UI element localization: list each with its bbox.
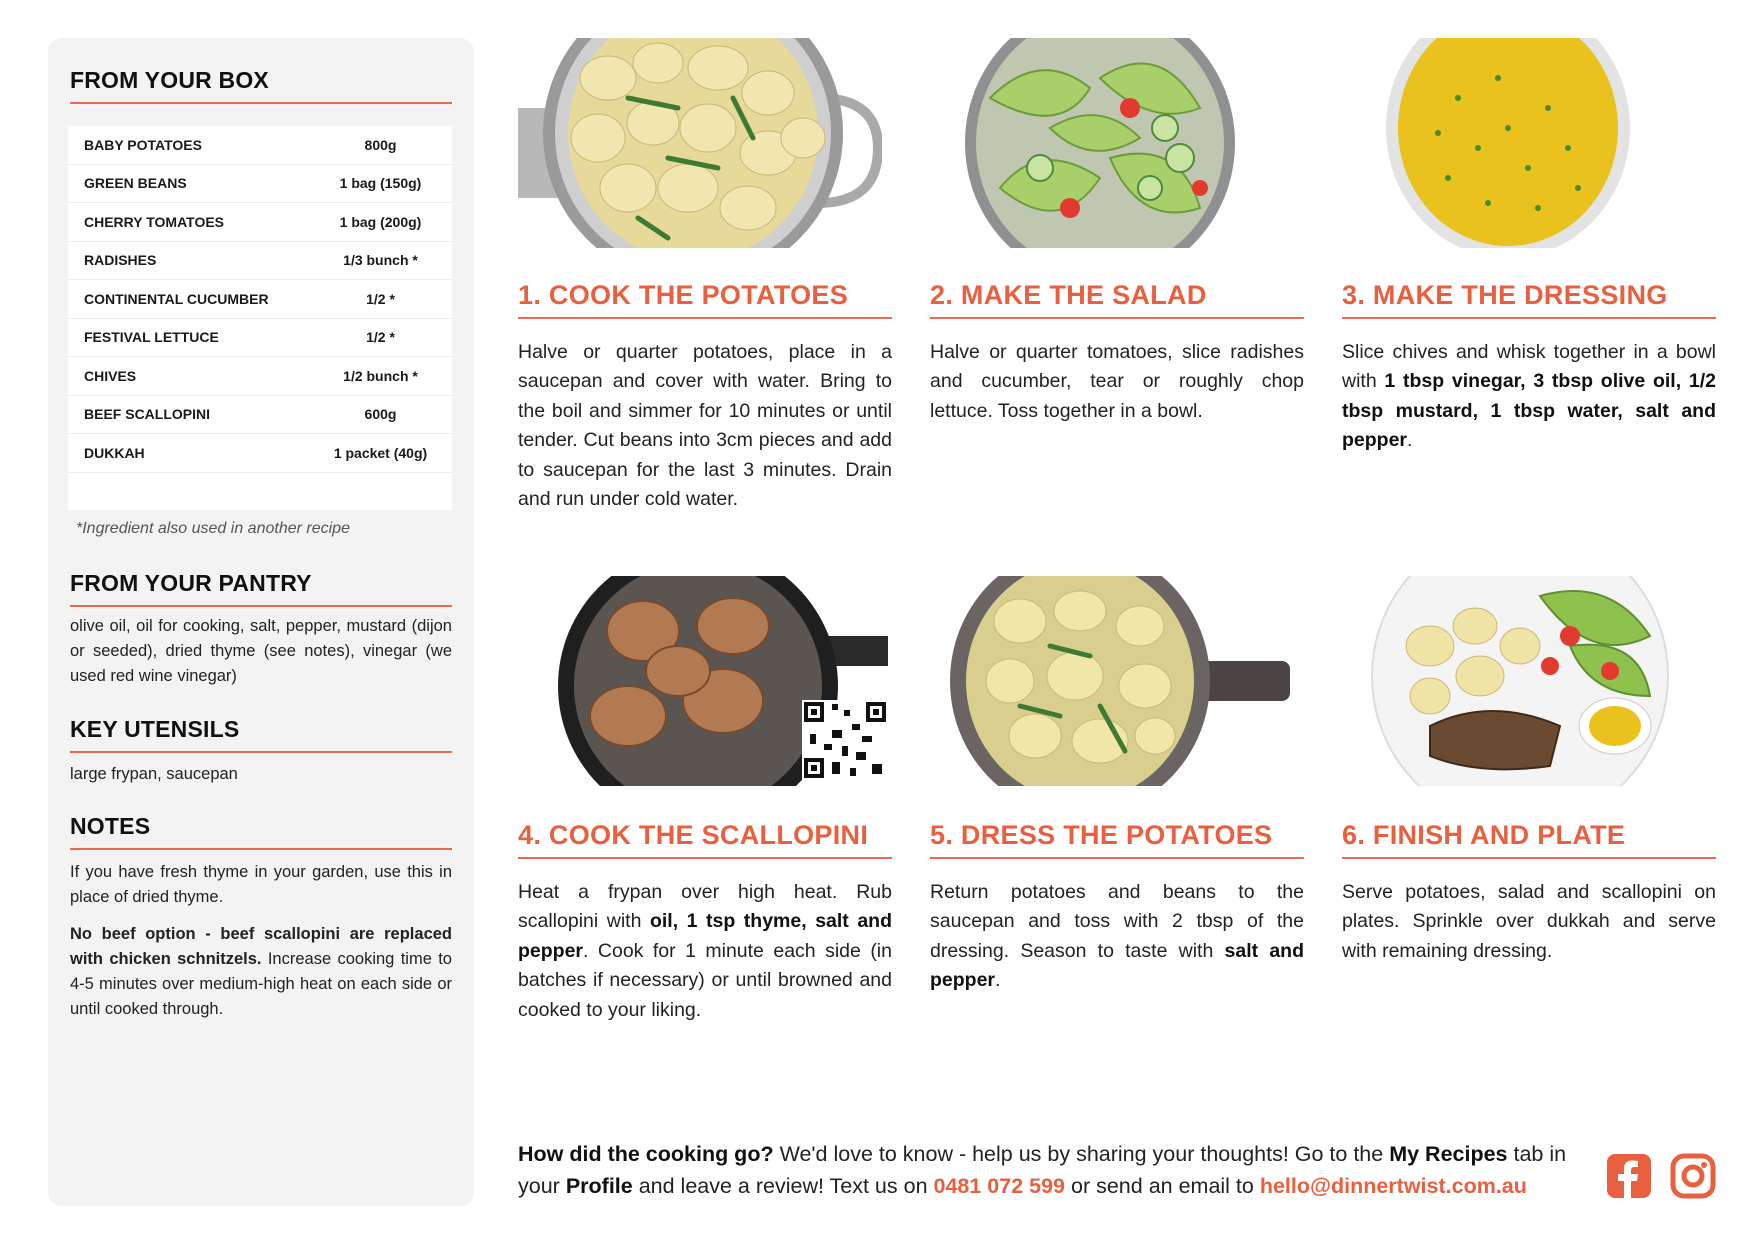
email-link[interactable]: hello@dinnertwist.com.au [1259,1173,1527,1198]
step-bold-text: 1 tbsp vinegar, 3 tbsp olive oil, 1/2 tbsp mustard, 1 tbsp water, salt and pepper [1342,370,1716,452]
step-bold-text: salt and pepper [930,939,1304,992]
ingredient-name: BEEF SCALLOPINI [84,406,211,423]
ingredient-row [68,126,452,165]
dressed-potatoes-photo [950,576,1290,786]
review-text-1: We'd love to know - help us by sharing your thoughts! Go to the [773,1142,1390,1166]
step-2-text [930,338,1304,426]
review-text-4: or send an email to [1065,1173,1260,1198]
step-text-run: Heat a frypan over high heat. Rub scallopini with [518,881,892,933]
final-plate-photo [1370,576,1700,786]
step-3-title: 3. MAKE THE DRESSING [1342,280,1716,319]
box-title: FROM YOUR BOX [70,67,452,104]
ingredient-qty: 1/2 * [366,329,395,346]
step-text-run: . [1407,429,1413,452]
step-5-title: 5. DRESS THE POTATOES [930,820,1304,859]
phone-link[interactable]: 0481 072 599 [933,1173,1066,1198]
review-question: How did the cooking go? [518,1142,774,1166]
ingredient-row [68,203,452,242]
step-4-text [518,878,892,1025]
ingredient-name: DUKKAH [84,444,145,461]
step-1-text [518,338,892,514]
salad-photo [950,38,1250,248]
ingredient-row [68,319,452,358]
step-5-text [930,878,1304,996]
ingredient-name: RADISHES [84,252,157,269]
utensils-text: large frypan, saucepan [70,765,238,783]
ingredient-name: CHIVES [84,367,137,384]
ingredient-row [68,165,452,204]
notes-option [70,922,452,1022]
ingredient-row [68,434,452,473]
step-6-text [1342,878,1716,966]
dressing-photo [1378,38,1638,248]
footnote: *Ingredient also used in another recipe [76,520,350,537]
ingredient-qty: 800g [364,136,397,153]
my-recipes-link[interactable]: My Recipes [1389,1142,1508,1166]
ingredient-row [68,396,452,435]
step-text-run: . [995,969,1001,992]
notes-rest: Increase cooking time to 4-5 minutes over medium-high heat on each side or until cooked through. [70,950,452,1018]
ingredient-row [68,280,452,319]
sidebar-panel [48,38,474,1206]
ingredient-qty: 1 packet (40g) [333,444,428,461]
step-text-run: . Cook for 1 minute each side (in batches if necessary) or until browned and cooked to your liking. [518,939,892,1021]
step-text-run: Return potatoes and beans to the saucepan and toss with 2 tbsp of the dressing. Season to taste with [930,881,1304,962]
facebook-icon[interactable] [1606,1153,1652,1199]
ingredient-qty: 1/2 * [366,290,395,307]
step-text-run: Halve or quarter potatoes, place in a saucepan and cover with water. Bring to the boil and simmer for 10 minutes or until tender. Cut beans into 3cm pieces and add to saucepan for the last 3 minutes. Drain and run under cold water. [518,341,892,511]
ingredient-qty: 1/2 bunch * [343,367,418,384]
step-6-title: 6. FINISH AND PLATE [1342,820,1716,859]
notes-text: If you have fresh thyme in your garden, use this in place of dried thyme. [70,863,452,906]
ingredient-qty: 1 bag (200g) [339,213,422,230]
ingredient-row [68,357,452,396]
pantry-text: olive oil, oil for cooking, salt, pepper, mustard (dijon or seeded), dried thyme (see notes), vinegar (we used red wine vinegar) [70,617,452,685]
step-4-title: 4. COOK THE SCALLOPINI [518,820,892,859]
qr-code[interactable] [802,700,888,780]
step-bold-text: oil, 1 tsp thyme, salt and pepper [518,910,892,962]
instagram-icon[interactable] [1670,1153,1716,1199]
ingredient-qty: 1 bag (150g) [339,175,422,192]
ingredient-qty: 1/3 bunch * [343,252,418,269]
review-text-3: and leave a review! Text us on [632,1173,934,1198]
pantry-title: FROM YOUR PANTRY [70,570,452,607]
potatoes-pot-photo [518,38,882,248]
ingredients-table [68,126,452,510]
ingredient-row [68,242,452,281]
step-text-run: Halve or quarter tomatoes, slice radishes and cucumber, tear or roughly chop lettuce. Toss together in a bowl. [930,341,1304,422]
step-3-text [1342,338,1716,456]
step-text-run: Slice chives and whisk together in a bowl with [1342,341,1716,393]
review-prompt [518,1139,1578,1202]
profile-link[interactable]: Profile [565,1173,633,1198]
review-text-2: tab in your [518,1142,1567,1198]
ingredient-name: CHERRY TOMATOES [84,213,225,230]
ingredient-name: BABY POTATOES [84,136,202,153]
ingredient-name: GREEN BEANS [84,175,187,192]
utensils-title: KEY UTENSILS [70,716,452,753]
ingredient-name: FESTIVAL LETTUCE [84,329,219,346]
notes-bold: No beef option - beef scallopini are replaced with chicken schnitzels. [70,925,452,968]
ingredient-qty: 600g [364,406,397,423]
ingredient-name: CONTINENTAL CUCUMBER [84,290,269,307]
notes-title: NOTES [70,813,452,850]
step-1-title: 1. COOK THE POTATOES [518,280,892,319]
step-text-run: Serve potatoes, salad and scallopini on plates. Sprinkle over dukkah and serve with remaining dressing. [1342,881,1716,962]
step-2-title: 2. MAKE THE SALAD [930,280,1304,319]
